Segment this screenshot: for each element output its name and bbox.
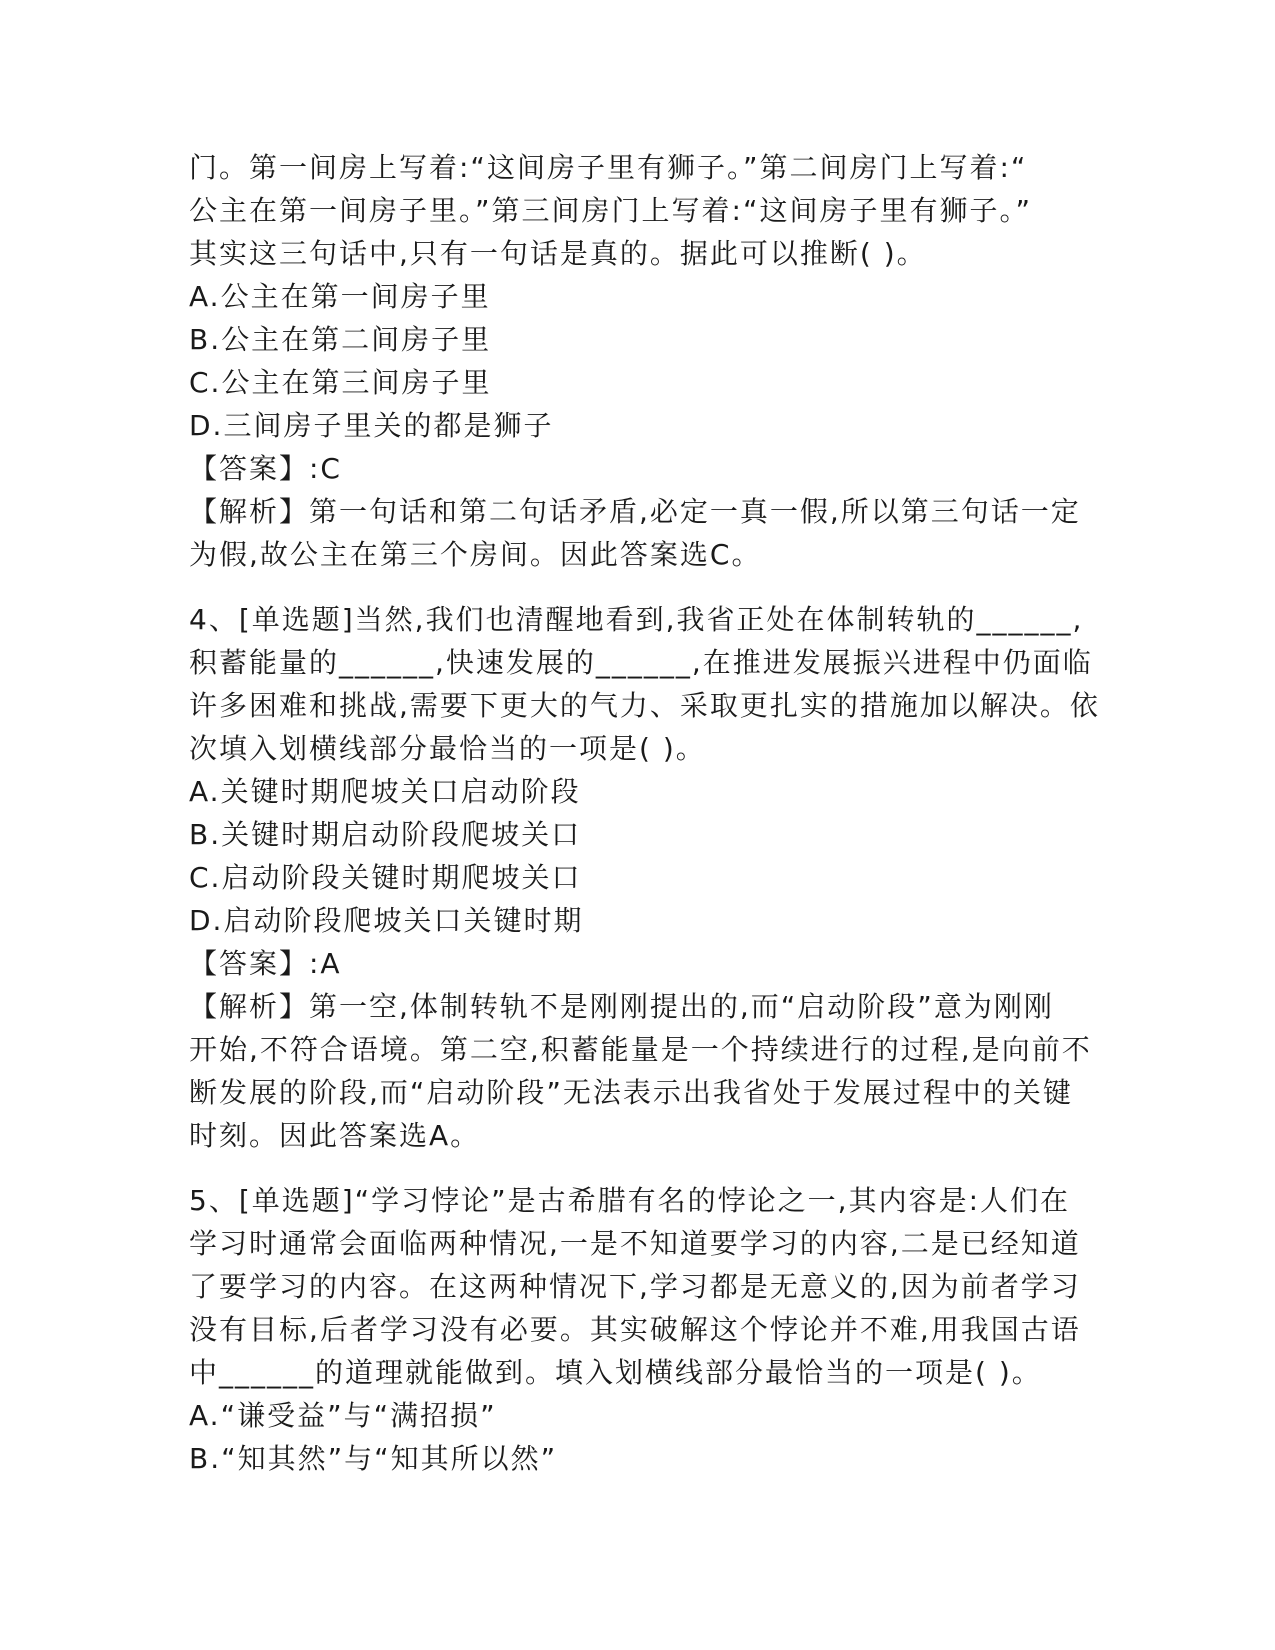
question-stem-line: 积蓄能量的______,快速发展的______,在推进发展振兴进程中仍面临 — [189, 646, 1093, 679]
analysis-line: 开始,不符合语境。第二空,积蓄能量是一个持续进行的过程,是向前不 — [189, 1033, 1092, 1066]
option-c: C.公主在第三间房子里 — [189, 366, 492, 399]
question-stem-line: 门。第一间房上写着:“这间房子里有狮子。”第二间房门上写着:“ — [189, 151, 1028, 184]
analysis-line: 【解析】第一句话和第二句话矛盾,必定一真一假,所以第三句话一定 — [189, 495, 1081, 528]
question-5 — [189, 1179, 1079, 1480]
analysis-line: 时刻。因此答案选A。 — [189, 1119, 481, 1152]
question-3 — [189, 146, 1079, 576]
answer-line: 【答案】:A — [189, 947, 342, 980]
question-stem-line: 公主在第一间房子里。”第三间房门上写着:“这间房子里有狮子。” — [189, 194, 1032, 227]
question-stem-line: 了要学习的内容。在这两种情况下,学习都是无意义的,因为前者学习 — [189, 1270, 1081, 1303]
question-spacer — [189, 1157, 1079, 1179]
option-a: A.关键时期爬坡关口启动阶段 — [189, 775, 581, 808]
question-stem-line: 4、[单选题]当然,我们也清醒地看到,我省正处在体制转轨的______, — [189, 603, 1084, 636]
question-spacer — [189, 576, 1079, 598]
question-stem-line: 学习时通常会面临两种情况,一是不知道要学习的内容,二是已经知道 — [189, 1227, 1081, 1260]
question-stem-line: 其实这三句话中,只有一句话是真的。据此可以推断( )。 — [189, 237, 927, 270]
option-d: D.启动阶段爬坡关口关键时期 — [189, 904, 584, 937]
option-a: A.“谦受益”与“满招损” — [189, 1399, 497, 1432]
question-stem-line: 没有目标,后者学习没有必要。其实破解这个悖论并不难,用我国古语 — [189, 1313, 1081, 1346]
question-stem-line: 5、[单选题]“学习悖论”是古希腊有名的悖论之一,其内容是:人们在 — [189, 1184, 1071, 1217]
option-c: C.启动阶段关键时期爬坡关口 — [189, 861, 582, 894]
question-stem-line: 许多困难和挑战,需要下更大的气力、采取更扎实的措施加以解决。依 — [189, 689, 1100, 722]
question-stem-line: 次填入划横线部分最恰当的一项是( )。 — [189, 732, 706, 765]
option-d: D.三间房子里关的都是狮子 — [189, 409, 554, 442]
analysis-line: 断发展的阶段,而“启动阶段”无法表示出我省处于发展过程中的关键 — [189, 1076, 1073, 1109]
option-a: A.公主在第一间房子里 — [189, 280, 491, 313]
analysis-line: 为假,故公主在第三个房间。因此答案选C。 — [189, 538, 762, 571]
option-b: B.关键时期启动阶段爬坡关口 — [189, 818, 582, 851]
question-stem-line: 中______的道理就能做到。填入划横线部分最恰当的一项是( )。 — [189, 1356, 1042, 1389]
document-body — [189, 146, 1100, 1480]
analysis-line: 【解析】第一空,体制转轨不是刚刚提出的,而“启动阶段”意为刚刚 — [189, 990, 1054, 1023]
option-b: B.公主在第二间房子里 — [189, 323, 492, 356]
option-b: B.“知其然”与“知其所以然” — [189, 1442, 558, 1475]
question-4 — [189, 598, 1100, 1157]
answer-line: 【答案】:C — [189, 452, 342, 485]
